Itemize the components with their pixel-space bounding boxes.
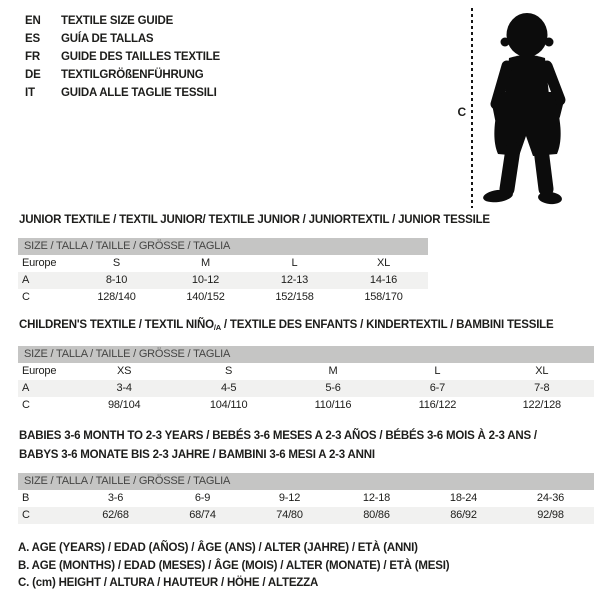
babies-table — [18, 473, 594, 524]
size-cell: S — [112, 257, 121, 269]
table-row — [18, 289, 428, 306]
language-title: GUÍA DE TALLAS — [61, 33, 154, 45]
size-cell: M — [201, 257, 210, 269]
row-label: Europe — [22, 365, 57, 377]
height-cell: 116/122 — [418, 399, 457, 411]
language-title: GUIDE DES TAILLES TEXTILE — [61, 51, 220, 63]
language-title: GUIDA ALLE TAGLIE TESSILI — [61, 87, 217, 99]
height-cell: 80/86 — [363, 509, 390, 521]
height-cell: 86/92 — [450, 509, 477, 521]
language-code: EN — [25, 15, 41, 27]
age-cell: 5-6 — [325, 382, 341, 394]
table-row — [18, 272, 428, 289]
size-cell: XL — [535, 365, 549, 377]
height-cell: 158/170 — [364, 291, 403, 303]
age-cell: 18-24 — [449, 492, 478, 504]
age-cell: 3-4 — [116, 382, 132, 394]
size-cell: S — [225, 365, 233, 377]
size-cell: XL — [376, 257, 391, 269]
age-cell: 10-12 — [191, 274, 220, 286]
height-cell: 110/116 — [314, 399, 352, 411]
height-measure-line — [471, 8, 473, 208]
language-code: DE — [25, 69, 41, 81]
row-label: A — [22, 274, 30, 286]
language-row — [25, 12, 220, 30]
age-cell: 9-12 — [278, 492, 301, 504]
age-cell: 14-16 — [369, 274, 398, 286]
language-code: ES — [25, 33, 40, 45]
children-table-title — [19, 319, 594, 334]
size-cell: XS — [117, 365, 132, 377]
row-label: Europe — [22, 257, 57, 269]
age-cell: 24-36 — [536, 492, 565, 504]
language-title: TEXTILGRÖßENFÜHRUNG — [61, 69, 204, 81]
age-cell: 4-5 — [220, 382, 237, 394]
age-cell: 12-13 — [280, 274, 309, 286]
table-row — [18, 507, 594, 524]
baby-silhouette-icon — [480, 6, 594, 208]
row-label: C — [22, 509, 30, 521]
age-cell: 7-8 — [534, 382, 550, 394]
babies-title-line2: BABYS 3-6 MONATE BIS 2-3 JAHRE / BAMBINI 3-6 MESI A 2-3 ANNI — [19, 449, 375, 461]
size-tables-section — [18, 214, 594, 593]
age-cell: 8-10 — [105, 274, 128, 286]
table-row — [18, 255, 428, 272]
row-label: B — [22, 492, 30, 504]
age-cell: 3-6 — [107, 492, 124, 504]
table-row — [18, 490, 594, 507]
language-row — [25, 66, 220, 84]
language-title: TEXTILE SIZE GUIDE — [61, 15, 174, 27]
note-age-years: A. AGE (YEARS) / EDAD (AÑOS) / ÂGE (ANS) / ALTER (JAHRE) / ETÀ (ANNI) — [18, 542, 418, 554]
size-cell: L — [291, 257, 298, 269]
children-table — [18, 346, 594, 414]
size-cell: M — [328, 365, 338, 377]
language-row — [25, 84, 220, 102]
language-row — [25, 30, 220, 48]
height-cell: 104/110 — [209, 399, 248, 411]
row-label: C — [22, 291, 30, 303]
language-code: FR — [25, 51, 40, 63]
height-cell: 98/104 — [107, 399, 141, 411]
height-label: C — [457, 105, 466, 119]
height-cell: 92/98 — [537, 509, 564, 521]
note-height-cm: C. (cm) HEIGHT / ALTURA / HAUTEUR / HÖHE / ALTEZZA — [18, 577, 319, 589]
size-header-bar: SIZE / TALLA / TAILLE / GRÖSSE / TAGLIA — [18, 473, 594, 490]
language-row — [25, 48, 220, 66]
row-label: A — [22, 382, 30, 394]
age-cell: 6-9 — [194, 492, 211, 504]
table-row — [18, 363, 594, 380]
table-row — [18, 397, 594, 414]
height-cell: 152/158 — [275, 291, 314, 303]
height-cell: 140/152 — [186, 291, 225, 303]
age-cell: 6-7 — [429, 382, 446, 394]
junior-table-title: JUNIOR TEXTILE / TEXTIL JUNIOR/ TEXTILE JUNIOR / JUNIORTEXTIL / JUNIOR TESSILE — [19, 214, 490, 226]
children-title-post: / TEXTILE DES ENFANTS / KINDERTEXTIL / BAMBINI TESSILE — [220, 319, 554, 331]
language-code: IT — [25, 87, 35, 99]
language-title-list — [25, 12, 220, 102]
size-header-bar: SIZE / TALLA / TAILLE / GRÖSSE / TAGLIA — [18, 238, 428, 255]
note-age-months: B. AGE (MONTHS) / EDAD (MESES) / ÂGE (MOIS) / ALTER (MONATE) / ETÀ (MESI) — [18, 559, 450, 572]
height-cell: 62/68 — [102, 509, 129, 521]
children-title-pre: CHILDREN'S TEXTILE / TEXTIL NIÑO — [19, 319, 214, 331]
junior-table — [18, 238, 428, 306]
babies-table-title — [19, 427, 594, 465]
children-title-sub: /A — [213, 323, 221, 332]
age-cell: 12-18 — [362, 492, 391, 504]
table-row — [18, 380, 594, 397]
height-cell: 122/128 — [522, 399, 561, 411]
row-label: C — [22, 399, 30, 411]
size-header-bar: SIZE / TALLA / TAILLE / GRÖSSE / TAGLIA — [18, 346, 594, 363]
legend-notes — [18, 540, 594, 593]
height-cell: 74/80 — [276, 509, 303, 521]
height-cell: 68/74 — [189, 509, 216, 521]
height-cell: 128/140 — [97, 291, 136, 303]
size-cell: L — [434, 365, 441, 377]
babies-title-line1: BABIES 3-6 MONTH TO 2-3 YEARS / BEBÉS 3-6 MESES A 2-3 AÑOS / BÉBÉS 3-6 MOIS À 2-3 ANS / — [19, 430, 537, 442]
